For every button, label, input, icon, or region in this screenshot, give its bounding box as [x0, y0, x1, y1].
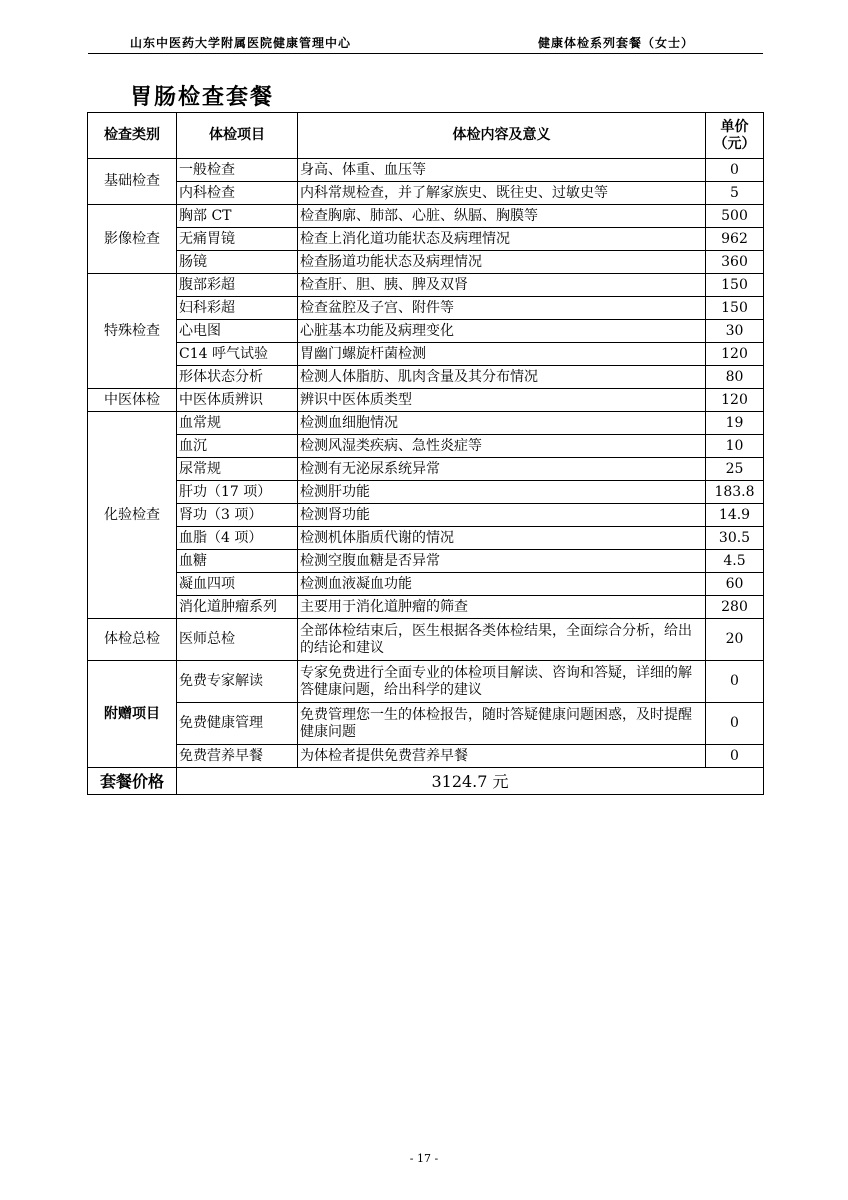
table-row — [88, 527, 764, 550]
price-cell: 14.9 — [706, 504, 764, 527]
category-cell: 特殊检查 — [88, 274, 177, 389]
item-cell: 医师总检 — [177, 619, 298, 661]
price-cell: 120 — [706, 343, 764, 366]
gift-row — [88, 745, 764, 768]
table-body — [88, 159, 764, 795]
price-cell: 19 — [706, 412, 764, 435]
price-cell: 10 — [706, 435, 764, 458]
table-row — [88, 205, 764, 228]
table-row — [88, 619, 764, 661]
header-category: 检查类别 — [88, 113, 177, 159]
description-cell: 检查胸廓、肺部、心脏、纵膈、胸膜等 — [298, 205, 706, 228]
description-cell: 检测血细胞情况 — [298, 412, 706, 435]
price-cell: 0 — [706, 159, 764, 182]
total-value-cell: 3124.7 元 — [177, 768, 764, 795]
gift-item-cell: 免费专家解读 — [177, 661, 298, 703]
description-cell: 检查上消化道功能状态及病理情况 — [298, 228, 706, 251]
price-cell: 150 — [706, 274, 764, 297]
description-cell: 检查盆腔及子宫、附件等 — [298, 297, 706, 320]
description-cell: 心脏基本功能及病理变化 — [298, 320, 706, 343]
category-cell: 体检总检 — [88, 619, 177, 661]
table-row — [88, 182, 764, 205]
gift-item-cell: 免费营养早餐 — [177, 745, 298, 768]
header-price: 单价（元） — [706, 113, 764, 159]
item-cell: 妇科彩超 — [177, 297, 298, 320]
table-row — [88, 481, 764, 504]
category-cell: 化验检查 — [88, 412, 177, 619]
gift-description-cell: 免费管理您一生的体检报告，随时答疑健康问题困惑，及时提醒健康问题 — [298, 703, 706, 745]
price-cell: 183.8 — [706, 481, 764, 504]
table-row — [88, 389, 764, 412]
price-cell: 360 — [706, 251, 764, 274]
total-label-cell: 套餐价格 — [88, 768, 177, 795]
table-row — [88, 412, 764, 435]
description-cell: 检测血液凝血功能 — [298, 573, 706, 596]
category-cell: 基础检查 — [88, 159, 177, 205]
item-cell: 形体状态分析 — [177, 366, 298, 389]
item-cell: 肝功（17 项） — [177, 481, 298, 504]
description-cell: 内科常规检查，并了解家族史、既往史、过敏史等 — [298, 182, 706, 205]
gift-category-cell: 附赠项目 — [88, 661, 177, 768]
price-cell: 80 — [706, 366, 764, 389]
gift-description-cell: 为体检者提供免费营养早餐 — [298, 745, 706, 768]
item-cell: 胸部 CT — [177, 205, 298, 228]
table-row — [88, 297, 764, 320]
description-cell: 检测人体脂肪、肌肉含量及其分布情况 — [298, 366, 706, 389]
table-header-row — [88, 113, 764, 159]
item-cell: 腹部彩超 — [177, 274, 298, 297]
description-cell: 检测空腹血糖是否异常 — [298, 550, 706, 573]
price-cell: 120 — [706, 389, 764, 412]
description-cell: 身高、体重、血压等 — [298, 159, 706, 182]
header-content: 体检内容及意义 — [298, 113, 706, 159]
table-row — [88, 458, 764, 481]
table-row — [88, 251, 764, 274]
item-cell: 凝血四项 — [177, 573, 298, 596]
price-cell: 25 — [706, 458, 764, 481]
price-cell: 962 — [706, 228, 764, 251]
gift-description-cell: 专家免费进行全面专业的体检项目解读、咨询和答疑，详细的解答健康问题，给出科学的建议 — [298, 661, 706, 703]
description-cell: 主要用于消化道肿瘤的筛查 — [298, 596, 706, 619]
table-row — [88, 366, 764, 389]
description-cell: 检测机体脂质代谢的情况 — [298, 527, 706, 550]
page-number: - 17 - — [409, 1152, 439, 1165]
description-cell: 胃幽门螺旋杆菌检测 — [298, 343, 706, 366]
item-cell: 尿常规 — [177, 458, 298, 481]
item-cell: 肠镜 — [177, 251, 298, 274]
table-row — [88, 596, 764, 619]
category-cell: 中医体检 — [88, 389, 177, 412]
price-cell: 500 — [706, 205, 764, 228]
category-cell: 影像检查 — [88, 205, 177, 274]
table-row — [88, 228, 764, 251]
price-cell: 150 — [706, 297, 764, 320]
description-cell: 检测肾功能 — [298, 504, 706, 527]
item-cell: 血糖 — [177, 550, 298, 573]
gift-row — [88, 661, 764, 703]
price-cell: 30 — [706, 320, 764, 343]
item-cell: 中医体质辨识 — [177, 389, 298, 412]
item-cell: 无痛胃镜 — [177, 228, 298, 251]
item-cell: 血脂（4 项） — [177, 527, 298, 550]
price-cell: 60 — [706, 573, 764, 596]
price-cell: 20 — [706, 619, 764, 661]
item-cell: 血常规 — [177, 412, 298, 435]
table-row — [88, 573, 764, 596]
table-row — [88, 343, 764, 366]
table-row — [88, 274, 764, 297]
header-hospital-name: 山东中医药大学附属医院健康管理中心 — [130, 36, 352, 50]
table-row — [88, 435, 764, 458]
item-cell: 心电图 — [177, 320, 298, 343]
total-row — [88, 768, 764, 795]
gift-price-cell: 0 — [706, 745, 764, 768]
price-cell: 5 — [706, 182, 764, 205]
description-cell: 检测有无泌尿系统异常 — [298, 458, 706, 481]
item-cell: 内科检查 — [177, 182, 298, 205]
description-cell: 检测肝功能 — [298, 481, 706, 504]
header-series-name: 健康体检系列套餐（女士） — [538, 36, 695, 50]
item-cell: 一般检查 — [177, 159, 298, 182]
item-cell: 肾功（3 项） — [177, 504, 298, 527]
description-cell: 辨识中医体质类型 — [298, 389, 706, 412]
description-cell: 检查肝、胆、胰、脾及双肾 — [298, 274, 706, 297]
header-item: 体检项目 — [177, 113, 298, 159]
table-row — [88, 320, 764, 343]
table-row — [88, 159, 764, 182]
price-cell: 280 — [706, 596, 764, 619]
table-row — [88, 504, 764, 527]
description-cell: 全部体检结束后，医生根据各类体检结果，全面综合分析，给出的结论和建议 — [298, 619, 706, 661]
package-table — [87, 112, 764, 795]
gift-price-cell: 0 — [706, 661, 764, 703]
item-cell: C14 呼气试验 — [177, 343, 298, 366]
page-title: 胃肠检查套餐 — [130, 84, 275, 110]
gift-item-cell: 免费健康管理 — [177, 703, 298, 745]
price-cell: 30.5 — [706, 527, 764, 550]
table-row — [88, 550, 764, 573]
price-cell: 4.5 — [706, 550, 764, 573]
gift-row — [88, 703, 764, 745]
description-cell: 检查肠道功能状态及病理情况 — [298, 251, 706, 274]
gift-price-cell: 0 — [706, 703, 764, 745]
item-cell: 血沉 — [177, 435, 298, 458]
item-cell: 消化道肿瘤系列 — [177, 596, 298, 619]
description-cell: 检测风湿类疾病、急性炎症等 — [298, 435, 706, 458]
header-divider — [88, 53, 763, 54]
